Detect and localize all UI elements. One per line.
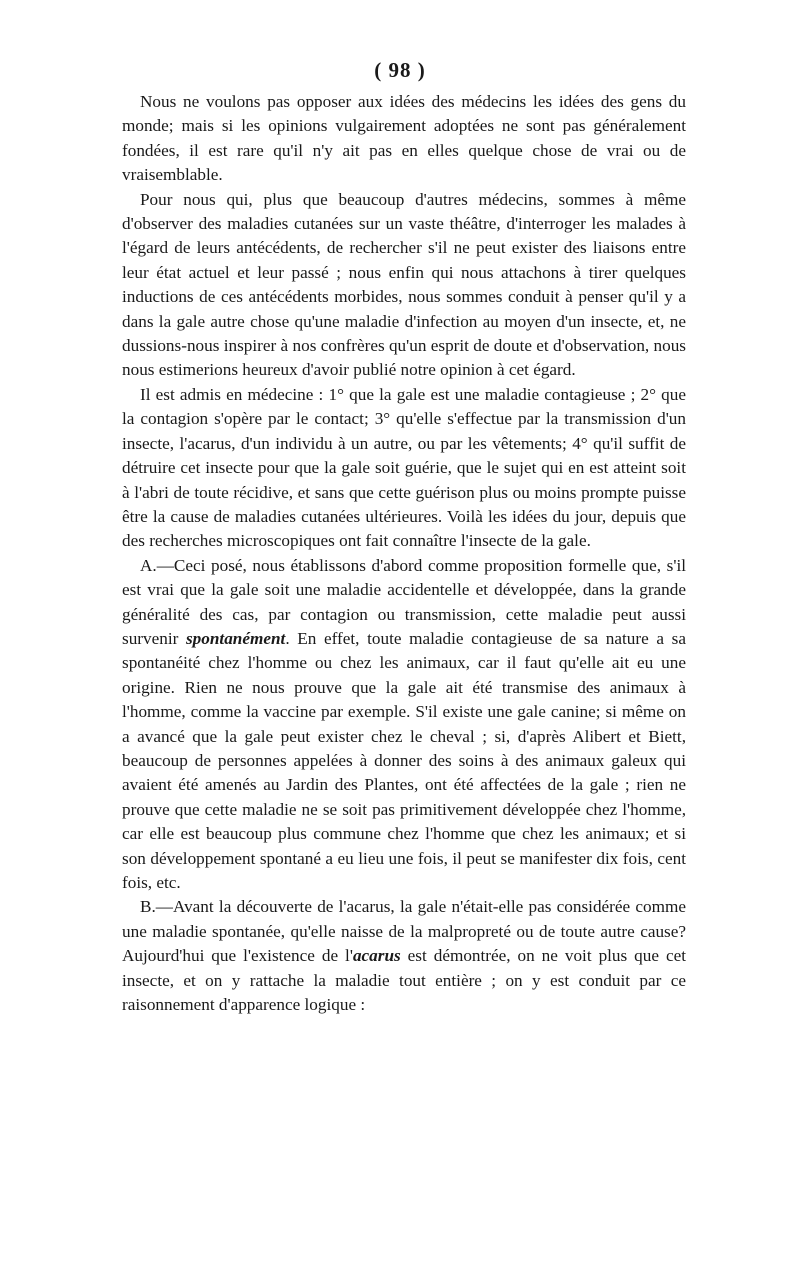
paragraph-4-text-a: A.—Ceci posé, nous établissons d'abord comme proposition formelle que, s'il est vrai que la gale soit une maladie accidentelle et développée, dans la grande généralité des cas, par contagion ou transmission, cette maladie peut aussi survenir [122,555,686,648]
paragraph-5 [122,895,686,1017]
paragraph-4 [122,554,686,896]
paragraph-2-text: Pour nous qui, plus que beaucoup d'autres médecins, sommes à même d'observer des maladies cutanées sur un vaste théâtre, d'interroger les malades à l'égard de leurs antécédents, de rechercher s'il ne peut exister des liaisons entre leur état actuel et leur passé ; nous enfin qui nous attachons à tirer quelques inductions de ces antécédents morbides, nous sommes conduit à penser qu'il y a dans la gale autre chose qu'une maladie d'infection au moyen d'un insecte, et, ne dussions-nous inspirer à nos confrères qu'un esprit de doute et d'observation, nous nous estimerions heureux d'avoir publié notre opinion à cet égard. [122,189,686,380]
paragraph-4-text-b: . En effet, toute maladie contagieuse de sa nature a sa spontanéité chez l'homme ou chez les animaux, car il faut qu'elle ait eu une origine. Rien ne nous prouve que la gale ait été transmise des animaux à l'homme, comme la vaccine par exemple. S'il existe une gale canine; si même on a avancé que la gale peut exister chez le cheval ; si, d'après Alibert et Biett, beaucoup de personnes appelées à donner des soins à des animaux galeux qui avaient été amenés au Jardin des Plantes, ont été affectées de la gale ; rien ne prouve que cette maladie ne se soit pas primitivement développée chez l'homme, car elle est beaucoup plus commune chez l'homme que chez les animaux; et si son développement spontané a eu lieu une fois, il peut se manifester dix fois, cent fois, etc. [122,628,686,892]
paragraph-1 [122,90,686,188]
paragraph-3-text: Il est admis en médecine : 1° que la gale est une maladie contagieuse ; 2° que la contagion s'opère par le contact; 3° qu'elle s'effectue par la transmission d'un insecte, l'acarus, d'un individu à un autre, ou par les vêtements; 4° qu'il suffit de détruire cet insecte pour que la gale soit guérie, que le sujet qui en est atteint soit à l'abri de toute récidive, et sans que cette guérison plus ou moins prompte puisse être la cause de maladies cutanées ultérieures. Voilà les idées du jour, depuis que des recherches microscopiques ont fait connaître l'insecte de la gale. [122,384,686,551]
paragraph-2 [122,188,686,383]
paragraph-5-text-b: est démontrée, on ne voit plus que cet insecte, et on y rattache la maladie tout entière ; on y est conduit par ce raisonnement d'apparence logique : [122,946,686,1015]
paragraph-5-text-a: B.—Avant la découverte de l'acarus, la gale n'était-elle pas considérée comme une maladie spontanée, qu'elle naisse de la malpropreté ou de toute autre cause? Aujourd'hui que l'existence de l' [122,897,686,966]
paragraph-4-emphasis: spontanément [185,628,286,648]
page-number: ( 98 ) [374,58,426,82]
paragraph-3 [122,383,686,554]
paragraph-1-text: Nous ne voulons pas opposer aux idées des médecins les idées des gens du monde; mais si les opinions vulgairement adoptées ne sont pas généralement fondées, il est rare qu'il n'y ait pas en elles quelque chose de vrai ou de vraisemblable. [122,92,686,185]
body-text [122,90,686,1017]
paragraph-5-emphasis: acarus [352,946,401,966]
